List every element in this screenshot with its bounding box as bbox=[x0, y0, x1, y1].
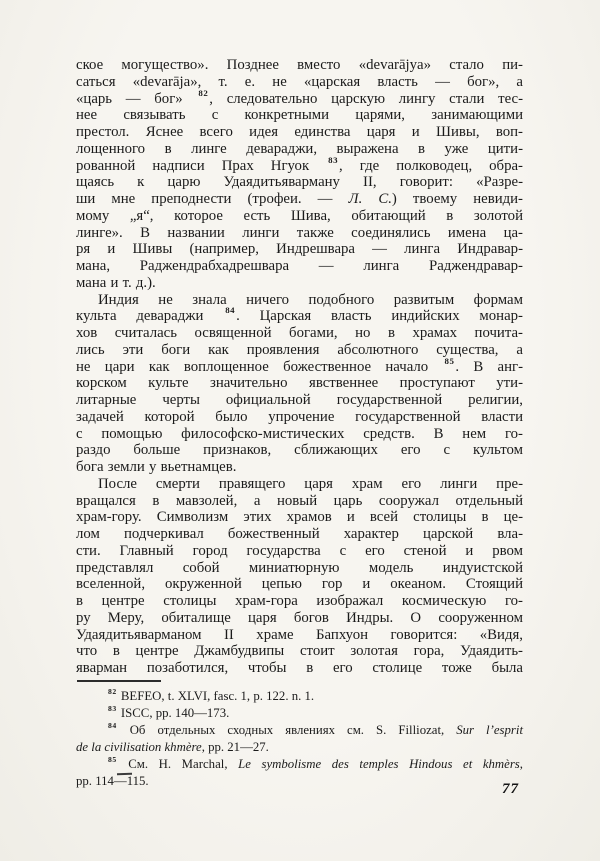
footnote-line: pp. 114—115. bbox=[76, 773, 149, 788]
body-line: яварман позаботился, чтобы в его столице тоже была bbox=[76, 660, 523, 676]
footnote-line: $^{82}$ BEFEO, t. XLVI, fasc. 1, p. 122. n. 1. bbox=[108, 687, 315, 703]
footnote-line: $^{83}$ ISCC, pp. 140—173. bbox=[108, 704, 230, 720]
body-line: что в центре Джамбудвипы стоит золотая гора, Удаядить- bbox=[76, 643, 523, 660]
body-line: мана, Раджендрабхадрешвара — линга Раджендравар- bbox=[76, 258, 523, 274]
body-line: саться «devarāja», т. е. не «царская власть — бог», а bbox=[76, 73, 523, 90]
body-line: ря и Шивы (например, Индрешвара — линга Индравар- bbox=[76, 241, 523, 258]
body-line: храм-гору. Символизм этих храмов и всей столицы в це- bbox=[76, 509, 523, 526]
body-line: «царь — бог» $^{82}$, следовательно царскую лингу стали тес- bbox=[76, 87, 523, 107]
text-block bbox=[76, 57, 523, 790]
body-line: не цари как воплощенное божественное начало $^{85}$. В анг- bbox=[76, 355, 524, 375]
body-line: лом подчеркивал божественный характер царской вла- bbox=[76, 526, 523, 542]
body-line: раздо больше признаков, сближающих его с культом bbox=[76, 442, 523, 459]
page-number: 77 bbox=[502, 781, 519, 797]
body-line: с помощью философско-мистических средств. В нем го- bbox=[76, 425, 523, 442]
body-line: Удаядитьяварманом II храме Бапхуон говорится: «Видя, bbox=[76, 626, 523, 643]
body-line: ши мне преподнести (трофеи. — Л. С.) твоему невиди- bbox=[76, 191, 523, 207]
body-line: щаясь к царю Удаядитьяварману II, говорит: «Разре- bbox=[76, 174, 523, 191]
body-line: хов считалась освященной богами, но в храмах почита- bbox=[76, 325, 523, 341]
body-line: бога земли у вьетнамцев. bbox=[76, 459, 237, 475]
body-line: представлял собой миниатюрную модель индуистской bbox=[76, 559, 523, 576]
body-line: вселенной, окруженной цепью гор и океаном. Стоящий bbox=[76, 576, 523, 593]
footnotes bbox=[76, 688, 523, 790]
body-line: в центре столицы храм-гора изображал космическую го- bbox=[76, 593, 523, 609]
body-line: После смерти правящего царя храм его линги пре- bbox=[98, 475, 523, 492]
body-line: мана и т. д.). bbox=[76, 274, 156, 291]
body-line: ру Меру, обиталище царя богов Индры. О сооруженном bbox=[76, 609, 523, 626]
body-line: нее связывать с конкретными царями, занимающими bbox=[76, 107, 523, 124]
body-line: литарные черты официальной государственной религии, bbox=[76, 392, 523, 408]
body-line: линге». В названии линги также соединялись имена ца- bbox=[76, 224, 523, 241]
body-line: задачей которой было упрочение государственной власти bbox=[76, 408, 523, 425]
body-text bbox=[76, 57, 523, 677]
body-line: лись эти боги как проявления абсолютного существа, а bbox=[76, 341, 523, 358]
body-line: культа девараджи $^{84}$. Царская власть индийских монар- bbox=[76, 305, 523, 325]
footnote-separator-rule bbox=[77, 680, 161, 682]
footnote-line: de la civilisation khmère, pp. 21—27. bbox=[76, 739, 269, 754]
footnote-line: $^{85}$ См. H. Marchal, Le symbolisme des temples Hindous et khmèrs, bbox=[108, 755, 523, 771]
body-line: ское могущество». Позднее вместо «devarājya» стало пи- bbox=[76, 57, 523, 73]
body-line: Индия не знала ничего подобного развитым формам bbox=[98, 291, 523, 308]
footnote-line: $^{84}$ Об отдельных сходных явлениях см. S. Filliozat, Sur l’esprit bbox=[108, 721, 523, 737]
body-line: корском культе значительно явственнее проступают ути- bbox=[76, 375, 523, 392]
body-line: мому „я“, которое есть Шива, обитающий в золотой bbox=[76, 207, 523, 224]
body-line: лощенного в линге девараджи, выражена в уже цити- bbox=[76, 140, 523, 157]
body-line: рованной надписи Прах Нгуок $^{83}$, где полководец, обра- bbox=[76, 154, 523, 174]
body-line: вращался в мавзолей, а новый царь сооружал отдельный bbox=[76, 492, 523, 509]
body-line: престол. Яснее всего идея единства царя и Шивы, воп- bbox=[76, 124, 523, 140]
body-line: сти. Главный город государства с его стеной и рвом bbox=[76, 542, 523, 559]
